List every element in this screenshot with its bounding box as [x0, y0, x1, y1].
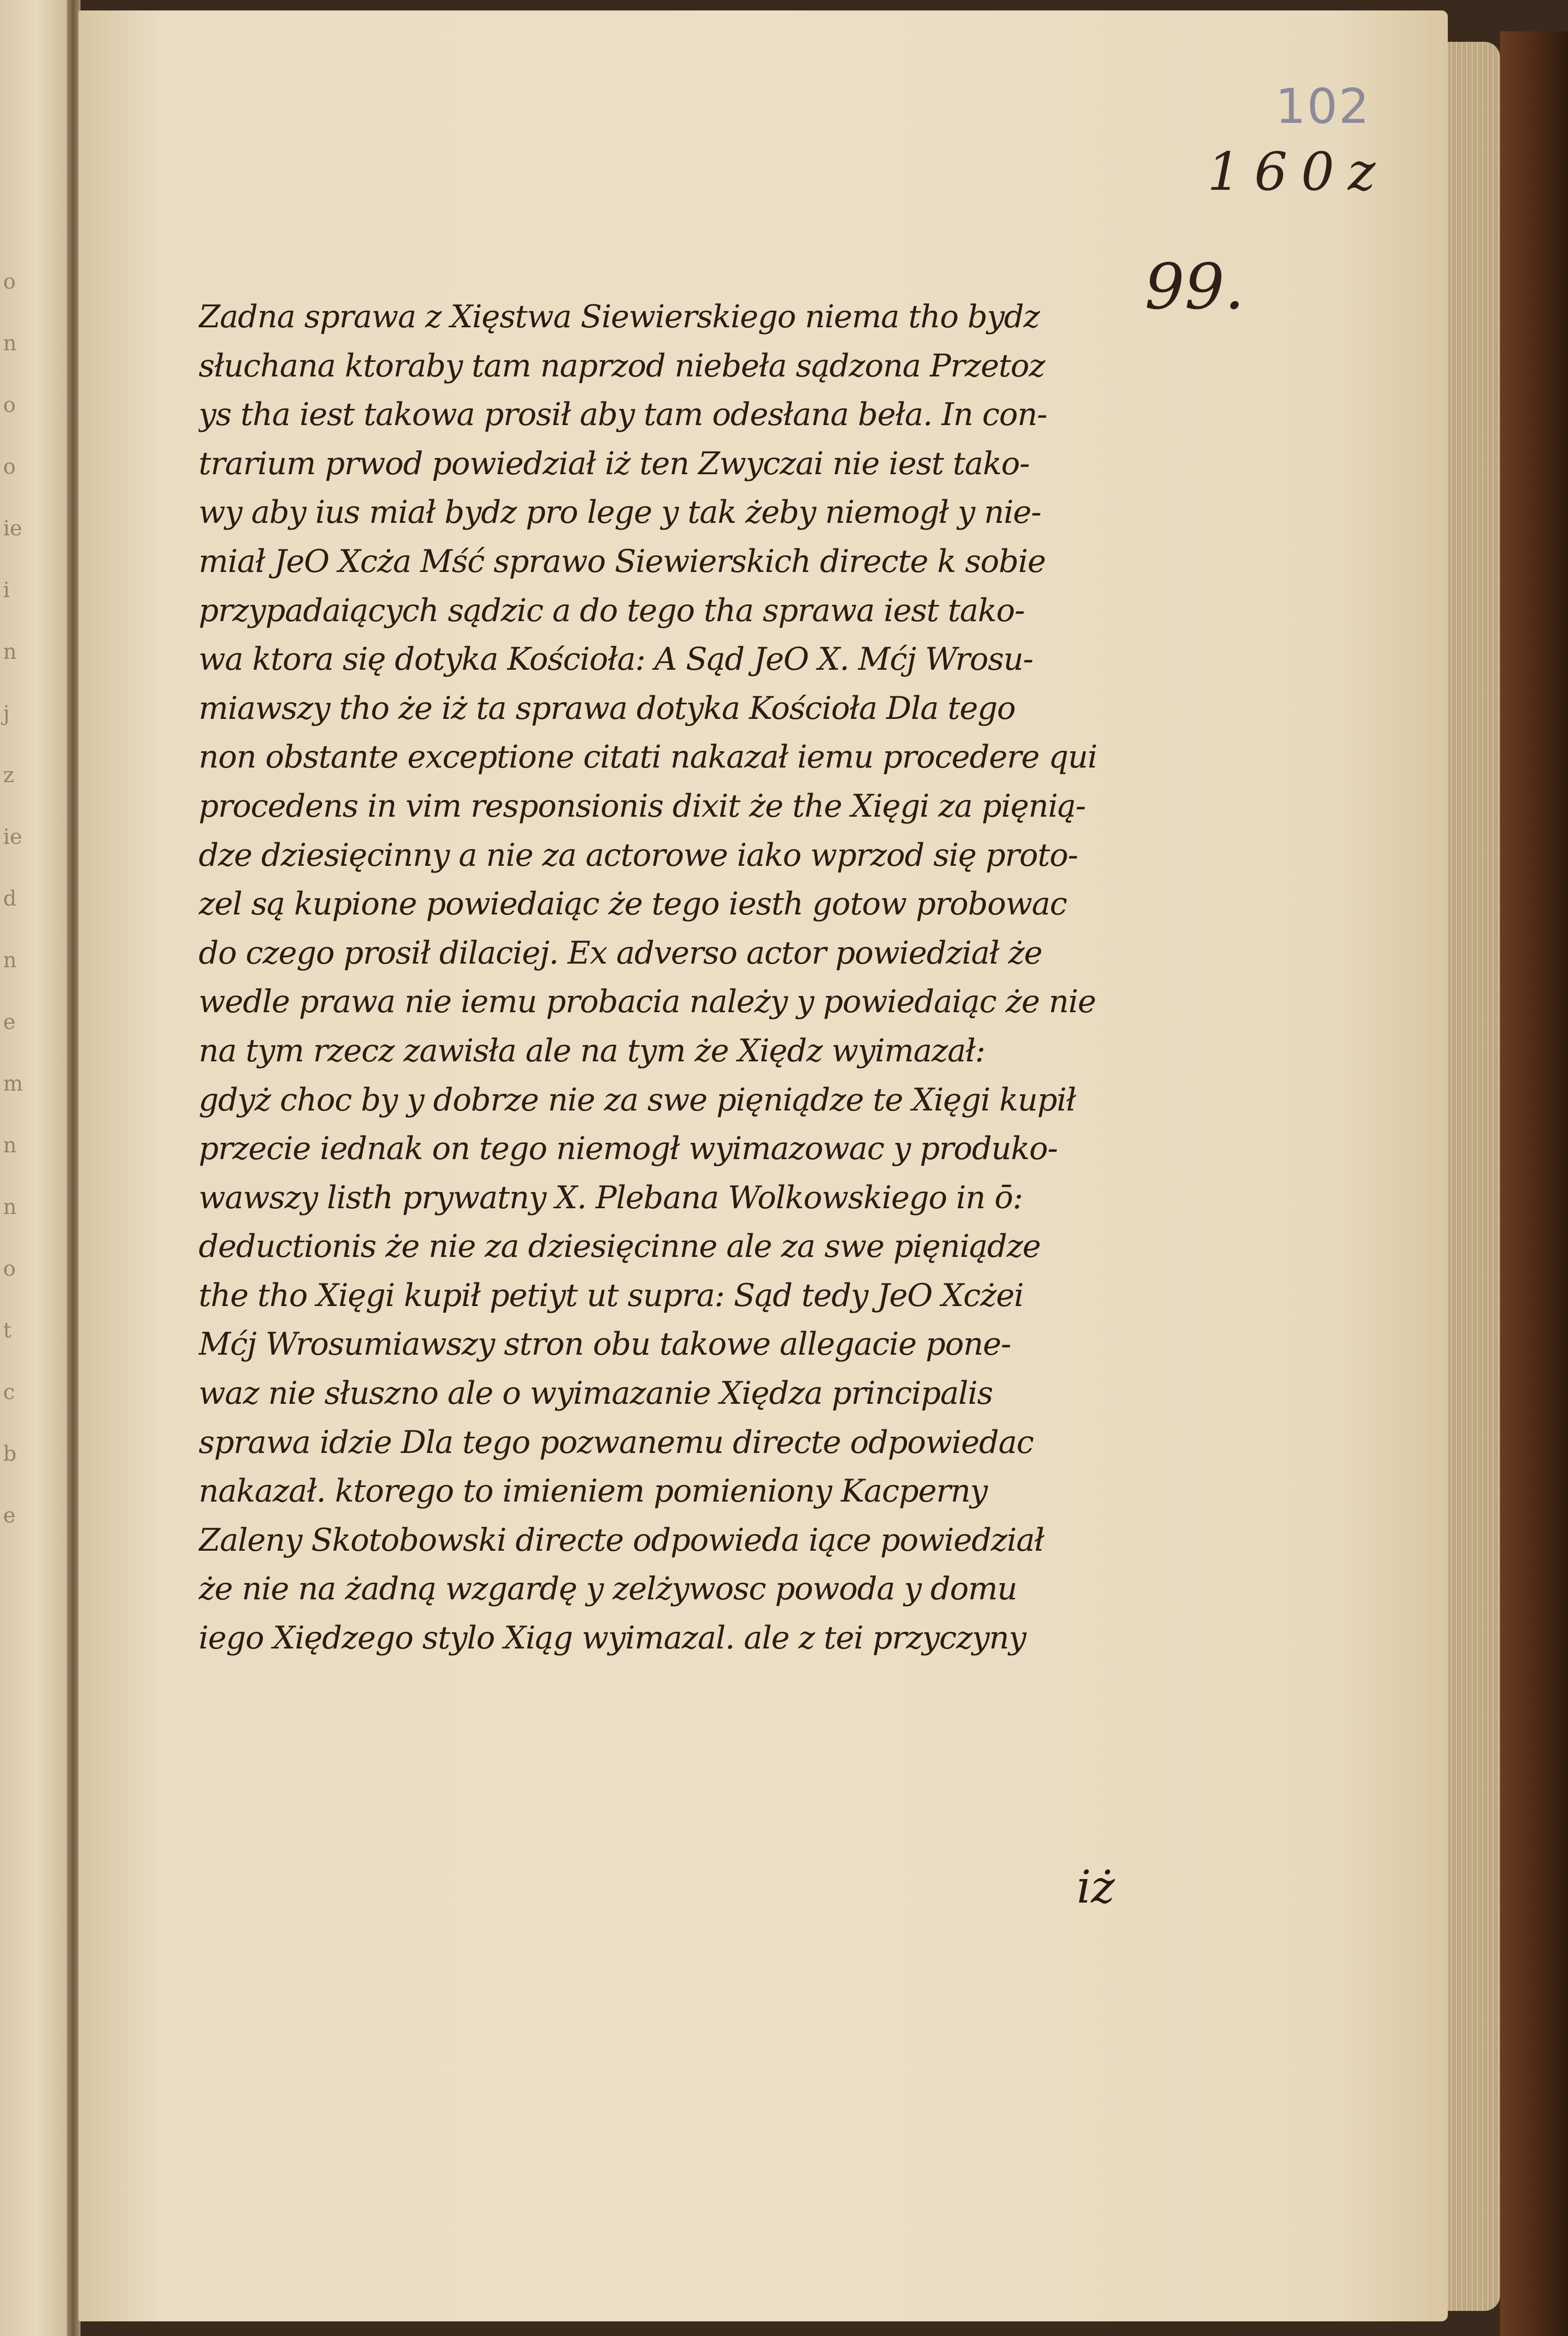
facing-page-edge [0, 0, 68, 2336]
book-cover-edge [1500, 31, 1568, 2336]
text-line: wa ktora się dotyka Kościoła: A Sąd JeO X. Mćj Wrosu- [199, 641, 1033, 678]
text-line: procedens in vim responsionis dixit że the Xięgi za pięnią- [199, 787, 1086, 825]
text-line: zel są kupione powiedaiąc że tego iesth gotow probowac [199, 886, 1067, 923]
text-line: miawszy tho że iż ta sprawa dotyka Kościoła Dla tego [199, 690, 1016, 727]
text-line: na tym rzecz zawisła ale na tym że Xiędz wyimazał: [199, 1032, 985, 1069]
text-line: miał JeO Xcża Mść sprawo Siewierskich directe k sobie [199, 543, 1046, 580]
handwritten-text-block [199, 293, 1155, 1663]
text-line: the tho Xięgi kupił petiyt ut supra: Sąd tedy JeO Xcżei [199, 1277, 1023, 1314]
text-line: przecie iednak on tego niemogł wyimazowac y produko- [199, 1130, 1058, 1167]
text-line: non obstante exceptione citati nakazał iemu procedere qui [199, 739, 1097, 776]
text-line: słuchana ktoraby tam naprzod niebeła sądzona Przetoz [199, 347, 1045, 384]
text-line: wedle prawa nie iemu probacia należy y powiedaiąc że nie [199, 983, 1096, 1021]
text-line: gdyż choc by y dobrze nie za swe pięniądze te Xięgi kupił [199, 1081, 1076, 1118]
text-line: wy aby ius miał bydz pro lege y tak żeby niemogł y nie- [199, 494, 1041, 531]
text-line: wawszy listh prywatny X. Plebana Wolkowskiego in ō: [199, 1179, 1023, 1216]
text-line: że nie na żadną wzgardę y zelżywosc powoda y domu [199, 1571, 1017, 1608]
text-line: trarium prwod powiedział iż ten Zwyczai nie iest tako- [199, 445, 1030, 482]
text-line: Zaleny Skotobowski directe odpowieda iące powiedział [199, 1521, 1044, 1559]
page-number: 99. [1145, 251, 1244, 324]
page-stack-edges [1443, 42, 1500, 2311]
text-line: nakazał. ktorego to imieniem pomieniony Kacperny [199, 1473, 987, 1510]
text-line: iego Xiędzego stylo Xiąg wyimazal. ale z tei przyczyny [199, 1620, 1026, 1657]
text-line: Mćj Wrosumiawszy stron obu takowe allegacie pone- [199, 1326, 1011, 1363]
facing-page-text-fragment: o n o o ie i n j z ie d n e m n n o t c b e [3, 270, 23, 1528]
text-line: do czego prosił dilaciej. Ex adverso actor powiedział że [199, 934, 1042, 971]
text-line: deductionis że nie za dziesięcinne ale za swe pięniądze [199, 1228, 1041, 1265]
text-line: ys tha iest takowa prosił aby tam odesłana beła. In con- [199, 396, 1047, 433]
text-line: dze dziesięcinny a nie za actorowe iako wprzod się proto- [199, 837, 1078, 874]
text-line: Zadna sprawa z Xięstwa Siewierskiego niema tho bydz [199, 299, 1040, 335]
folio-number-ink: 160z [1207, 141, 1389, 202]
text-line: waz nie słuszno ale o wyimazanie Xiędza principalis [199, 1375, 993, 1412]
folio-number-pencil: 102 [1275, 78, 1370, 134]
text-line: sprawa idzie Dla tego pozwanemu directe odpowiedac [199, 1424, 1034, 1461]
catchword: iż [1077, 1861, 1115, 1914]
text-line: przypadaiących sądzic a do tego tha sprawa iest tako- [199, 592, 1025, 629]
